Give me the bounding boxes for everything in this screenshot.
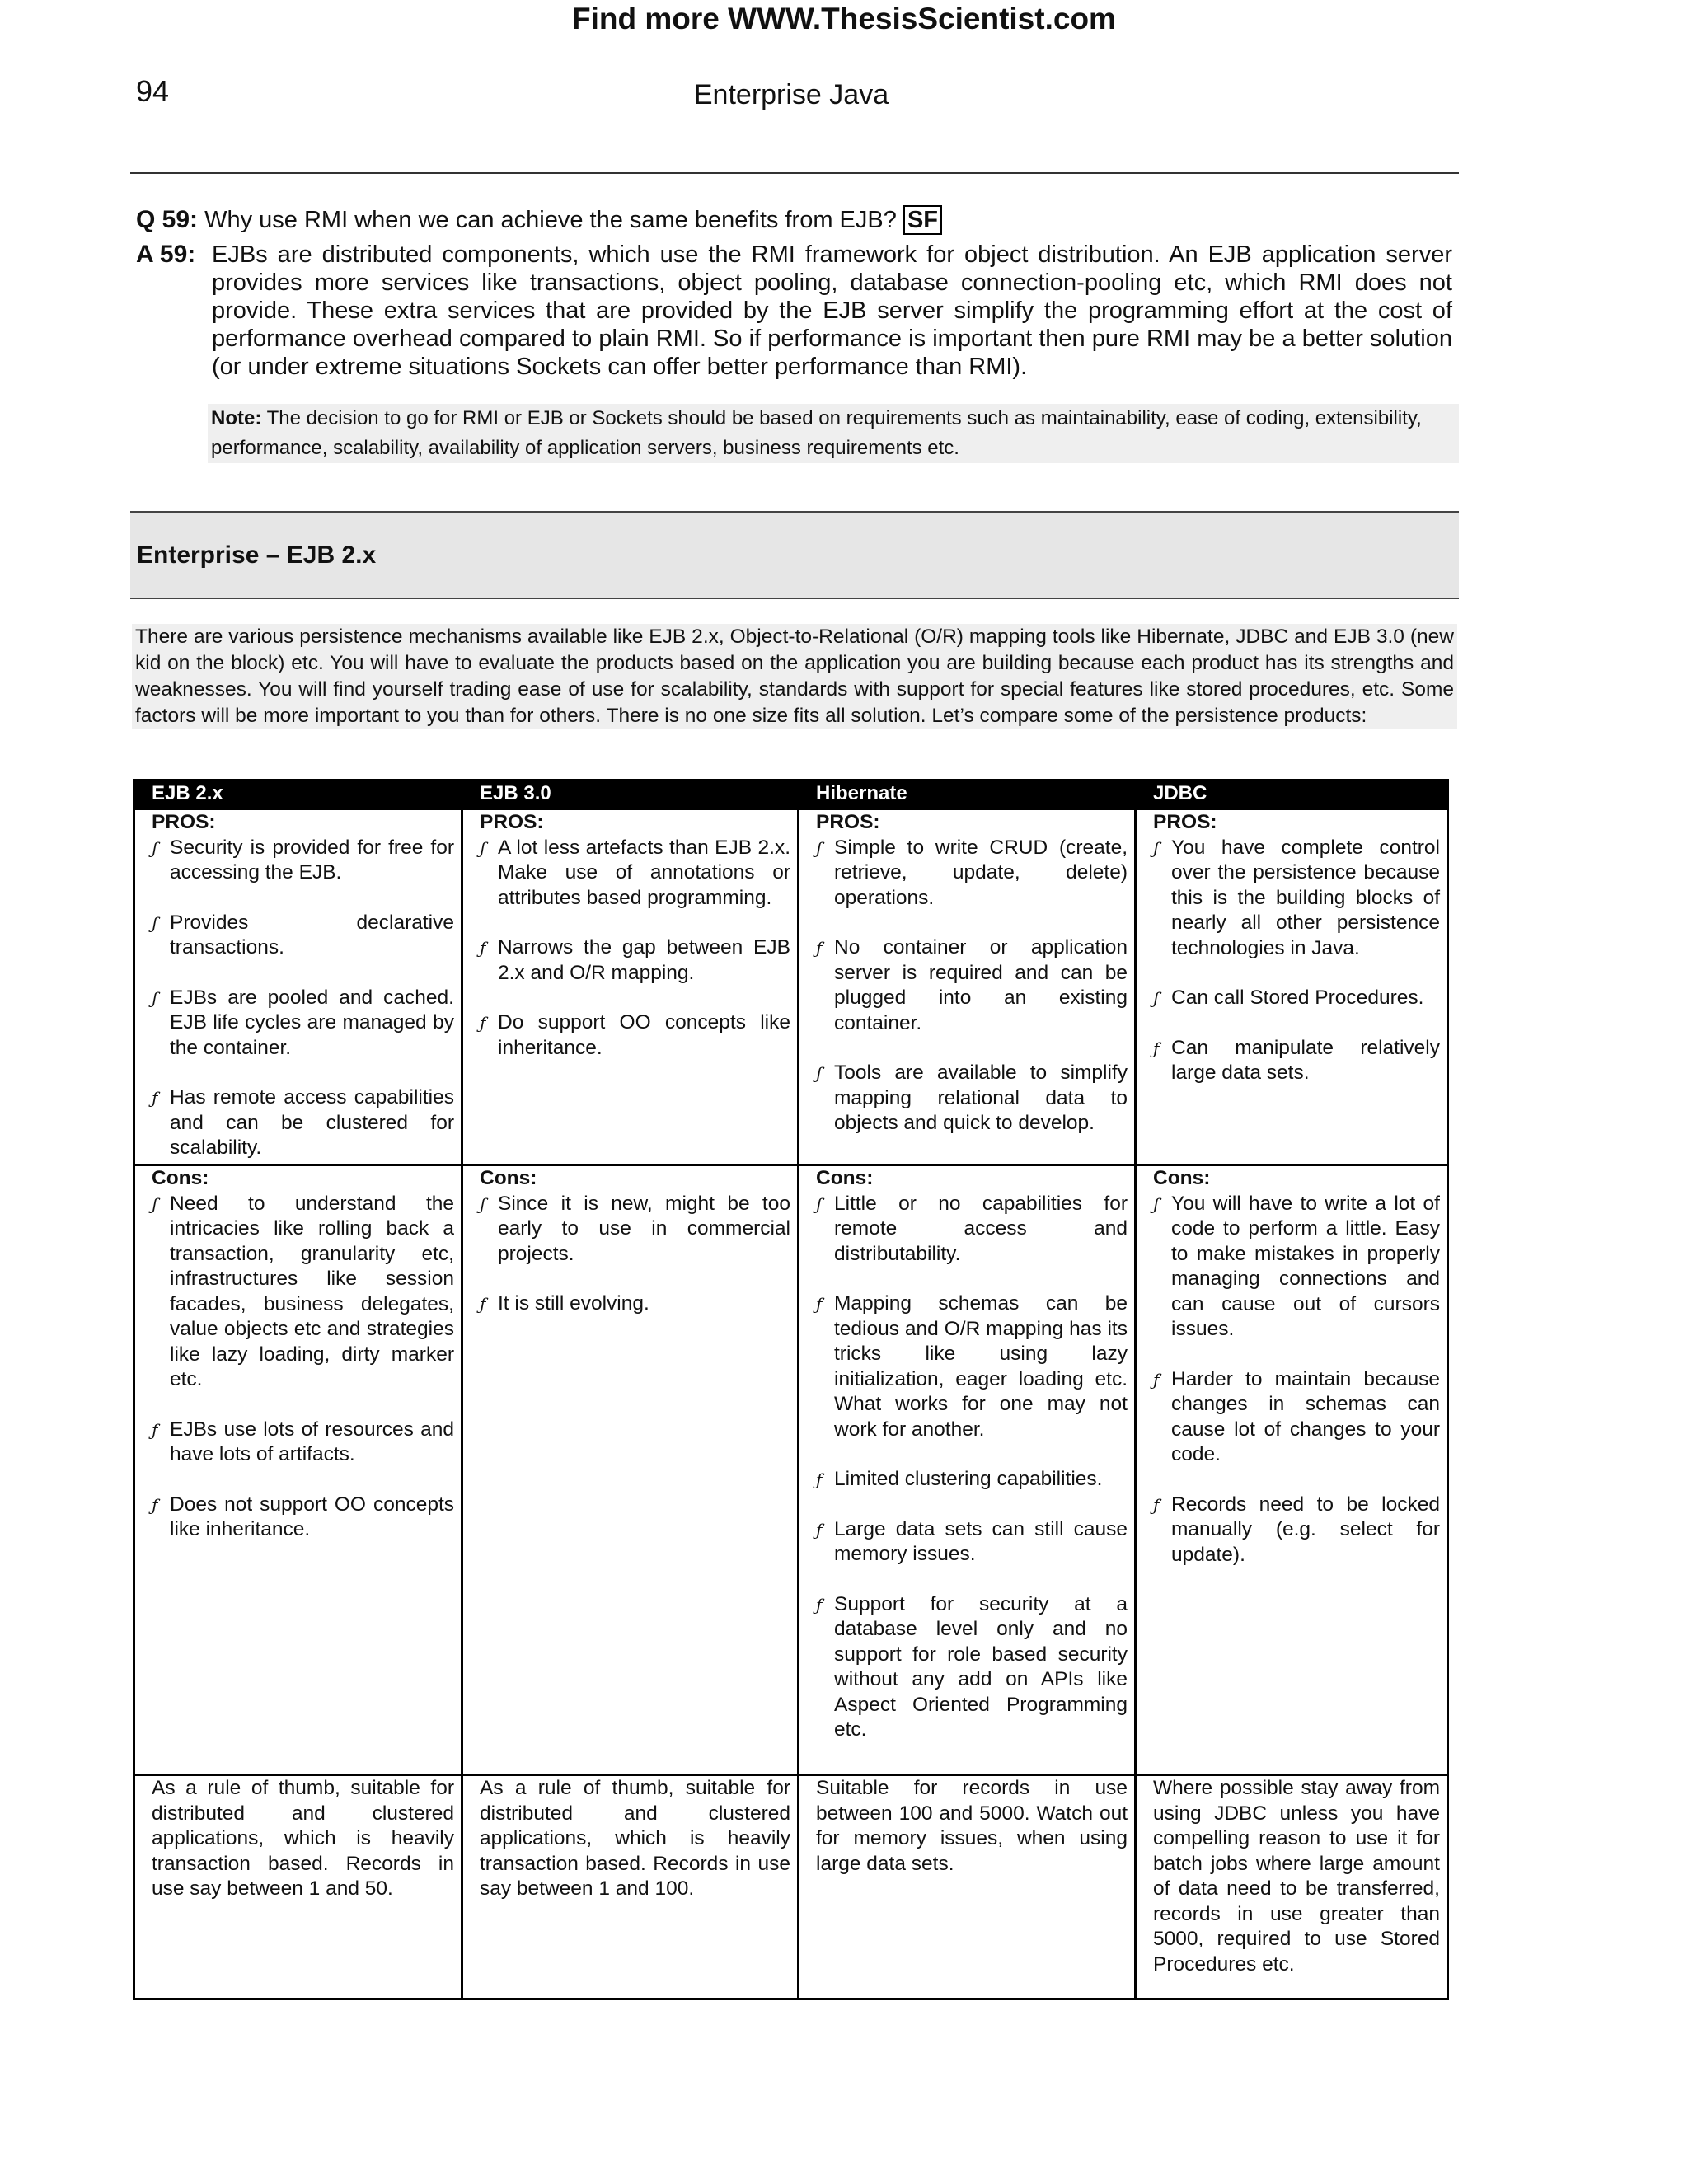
pros-item: ƒ A lot less artefacts than EJB 2.x. Make use of annotations or attributes based programming. xyxy=(480,836,790,912)
cons-item: ƒ You will have to write a lot of code to perform a little. Easy to make mistakes in properly managing connections and can cause out of cursors issues. xyxy=(1153,1192,1440,1343)
pros-item: ƒ Provides declarative transactions. xyxy=(152,911,454,961)
page-number: 94 xyxy=(136,74,170,108)
cons-item: ƒ Need to understand the intricacies like rolling back a transaction, granularity etc, infrastructures like session facades, business delegates, value objects etc and strategies like lazy loading, dirty marker etc. xyxy=(152,1192,454,1393)
cons-item: ƒ Large data sets can still cause memory issues. xyxy=(816,1517,1128,1568)
summary-cell-jdbc: Where possible stay away from using JDBC unless you have compelling reason to use it for batch jobs where large amount of data need to be transferred, records in use greater than 5000, required to use Stored Procedures etc. xyxy=(1136,1775,1448,1999)
cons-cell-ejb-2-x xyxy=(134,1165,462,1775)
note-label: Note: xyxy=(211,407,262,429)
cons-label: Cons: xyxy=(480,1167,537,1189)
pros-item: ƒ Simple to write CRUD (create, retrieve, update, delete) operations. xyxy=(816,836,1128,912)
cons-item: ƒ It is still evolving. xyxy=(480,1291,790,1317)
pros-item: ƒ EJBs are pooled and cached. EJB life cycles are managed by the container. xyxy=(152,986,454,1062)
summary-cell-ejb-2-x: As a rule of thumb, suitable for distributed and clustered applications, which is heavily transaction based. Records in use say between 1 and 50. xyxy=(134,1775,462,1999)
cons-cell-jdbc xyxy=(1136,1165,1448,1775)
cons-item: ƒ Mapping schemas can be tedious and O/R mapping has its tricks like using lazy initialization, eager loading etc. What works for one may not work for another. xyxy=(816,1291,1128,1442)
section-title: Enterprise – EJB 2.x xyxy=(137,541,377,569)
cons-item: ƒ Records need to be locked manually (e.g. select for update). xyxy=(1153,1493,1440,1568)
pros-cell-jdbc xyxy=(1136,809,1448,1165)
question-59 xyxy=(136,206,1455,234)
pros-item: ƒ Can call Stored Procedures. xyxy=(1153,986,1440,1011)
pros-item: ƒ No container or application server is required and can be plugged into an existing container. xyxy=(816,935,1128,1036)
cons-item: ƒ Support for security at a database level only and no support for role based security without any add on APIs like Aspect Oriented Programming etc. xyxy=(816,1592,1128,1743)
sf-badge: SF xyxy=(903,205,942,235)
site-banner: Find more WWW.ThesisScientist.com xyxy=(572,2,1116,35)
column-header-jdbc: JDBC xyxy=(1136,780,1448,809)
pros-item: ƒ Do support OO concepts like inheritance. xyxy=(480,1010,790,1061)
intro-paragraph: There are various persistence mechanisms available like EJB 2.x, Object-to-Relational (O/R) mapping tools like Hibernate, JDBC and EJB 3.0 (new kid on the block) etc. You will have to evaluate the products based on the application you are building because each product has its strengths and weaknesses. You will find yourself trading ease of use for scalability, standards with support for special features like stored procedures, etc. Some factors will be more important to you than for others. There is no one size fits all solution. Let’s compare some of the persistence products: xyxy=(132,624,1457,729)
pros-item: ƒ Has remote access capabilities and can be clustered for scalability. xyxy=(152,1085,454,1161)
answer-text: EJBs are distributed components, which use the RMI framework for object distribution. An EJB application server provides more services like transactions, object pooling, database connection-pooling etc, which RMI does not provide. These extra services that are provided by the EJB server simplify the programming effort at the cost of performance overhead compared to plain RMI. So if performance is important then pure RMI may be a better solution (or under extreme situations Sockets can offer better performance than RMI). xyxy=(212,241,1452,380)
cons-item: ƒ Little or no capabilities for remote access and distributability. xyxy=(816,1192,1128,1268)
note-text: The decision to go for RMI or EJB or Sockets should be based on requirements such as maintainability, ease of coding, extensibility, performance, scalability, availability of application servers, business requirements etc. xyxy=(211,407,1422,459)
cons-row xyxy=(134,1165,1448,1775)
summary-row xyxy=(134,1775,1448,1999)
column-header-ejb-2-x: EJB 2.x xyxy=(134,780,462,809)
cons-item: ƒ Since it is new, might be too early to use in commercial projects. xyxy=(480,1192,790,1268)
section-header xyxy=(130,511,1459,599)
pros-cell-ejb-2-x xyxy=(134,809,462,1165)
pros-label: PROS: xyxy=(816,811,880,833)
pros-list xyxy=(152,836,454,1161)
pros-item: ƒ Tools are available to simplify mapping relational data to objects and quick to develop. xyxy=(816,1061,1128,1137)
pros-row xyxy=(134,809,1448,1165)
running-head: Enterprise Java xyxy=(693,79,889,110)
pros-label: PROS: xyxy=(152,811,216,833)
table-header-row xyxy=(134,780,1448,809)
summary-cell-hibernate: Suitable for records in use between 100 and 5000. Watch out for memory issues, when using large data sets. xyxy=(799,1775,1136,1999)
pros-item: ƒ Security is provided for free for accessing the EJB. xyxy=(152,836,454,886)
answer-label: A 59: xyxy=(136,241,196,268)
pros-label: PROS: xyxy=(1153,811,1217,833)
pros-label: PROS: xyxy=(480,811,544,833)
summary-cell-ejb-3-0: As a rule of thumb, suitable for distributed and clustered applications, which is heavily transaction based. Records in use say between 1 and 100. xyxy=(462,1775,799,1999)
pros-item: ƒ You have complete control over the persistence because this is the building blocks of nearly all other persistence technologies in Java. xyxy=(1153,836,1440,962)
cons-item: ƒ EJBs use lots of resources and have lots of artifacts. xyxy=(152,1418,454,1468)
note-box xyxy=(208,404,1459,463)
question-text: Why use RMI when we can achieve the same benefits from EJB? xyxy=(204,207,897,233)
pros-item: ƒ Can manipulate relatively large data sets. xyxy=(1153,1036,1440,1086)
column-header-ejb-3-0: EJB 3.0 xyxy=(462,780,799,809)
cons-item: ƒ Does not support OO concepts like inheritance. xyxy=(152,1493,454,1543)
pros-cell-ejb-3-0 xyxy=(462,809,799,1165)
cons-label: Cons: xyxy=(1153,1167,1211,1189)
cons-list xyxy=(816,1192,1128,1743)
column-header-hibernate: Hibernate xyxy=(799,780,1136,809)
pros-list xyxy=(816,836,1128,1137)
answer-59 xyxy=(136,241,1455,389)
persistence-comparison-table xyxy=(133,779,1449,2000)
question-label: Q 59: xyxy=(136,206,199,233)
cons-item: ƒ Harder to maintain because changes in schemas can cause lot of changes to your code. xyxy=(1153,1367,1440,1468)
cons-item: ƒ Limited clustering capabilities. xyxy=(816,1467,1128,1493)
cons-label: Cons: xyxy=(816,1167,874,1189)
pros-list xyxy=(480,836,790,1062)
cons-list xyxy=(480,1192,790,1317)
pros-list xyxy=(1153,836,1440,1086)
cons-list xyxy=(1153,1192,1440,1568)
cons-cell-hibernate xyxy=(799,1165,1136,1775)
pros-cell-hibernate xyxy=(799,809,1136,1165)
cons-label: Cons: xyxy=(152,1167,209,1189)
cons-cell-ejb-3-0 xyxy=(462,1165,799,1775)
header-rule xyxy=(130,172,1459,174)
pros-item: ƒ Narrows the gap between EJB 2.x and O/R mapping. xyxy=(480,935,790,986)
cons-list xyxy=(152,1192,454,1543)
